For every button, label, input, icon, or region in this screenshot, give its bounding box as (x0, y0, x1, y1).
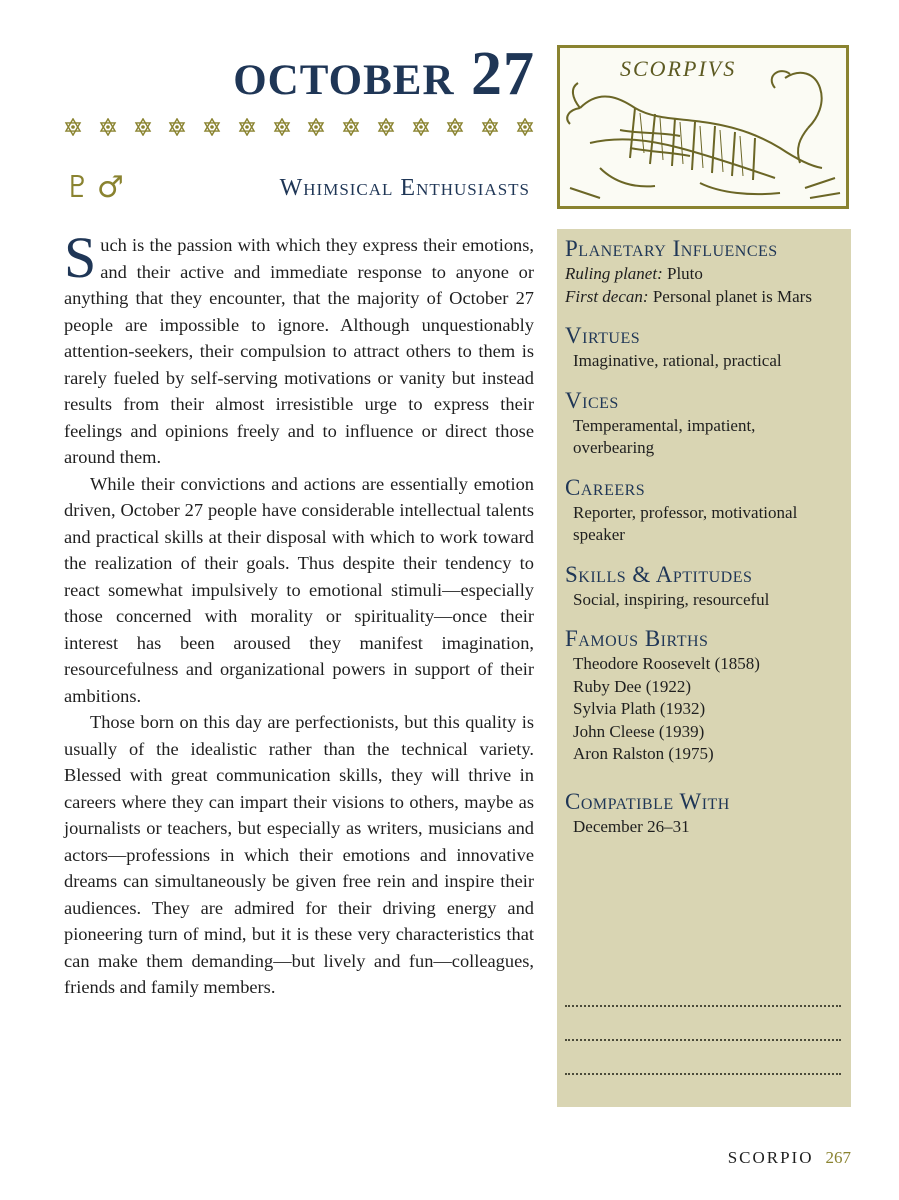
star-icon (238, 118, 256, 136)
birth-item: Theodore Roosevelt (1858) (573, 654, 760, 673)
section-name: SCORPIO (727, 1148, 814, 1167)
star-icon (446, 118, 464, 136)
image-caption: SCORPIVS (620, 56, 737, 81)
birth-item: Ruby Dee (1922) (573, 676, 692, 696)
section-heading: Virtues (565, 323, 641, 348)
star-icon (168, 118, 186, 136)
note-line (565, 1005, 841, 1007)
subtitle: Whimsical Enthusiasts (279, 175, 530, 201)
star-icon (481, 118, 499, 136)
first-decan (565, 286, 843, 309)
careers-section (565, 474, 843, 547)
ruling-planet-value: Pluto (666, 264, 703, 283)
section-heading: Compatible With (565, 788, 730, 814)
birth-item: John Cleese (1939) (573, 721, 705, 741)
star-icon (307, 118, 325, 136)
body-text (64, 225, 534, 1001)
star-icon (64, 118, 82, 136)
paragraph (64, 225, 534, 471)
ruling-planet-label: Ruling planet: (565, 264, 663, 283)
section-heading: Planetary Influences (565, 236, 778, 261)
paragraph: While their convictions and actions are essentially emotion driven, October 27 people have considerable intellectual talents and practical skills at their disposal with which to work toward the realization of their goals. Thus despite their tendency to react somewhat impulsively to emotional stimuli—especially those concerned with morality or spirituality—once their interest has been aroused they manifest imagination, resourcefulness and organizational powers in support of their ambitions. (64, 473, 534, 706)
star-icon (516, 118, 534, 136)
vices-section (565, 387, 843, 460)
star-icon (412, 118, 430, 136)
compatible-section (565, 788, 843, 839)
drop-cap: S (64, 225, 97, 290)
star-icon (203, 118, 221, 136)
careers-text: Reporter, professor, motivational (573, 502, 798, 522)
star-icon (273, 118, 291, 136)
star-divider (64, 118, 534, 144)
skills-section (565, 561, 843, 612)
note-line (565, 1039, 841, 1041)
scorpion-illustration (557, 45, 849, 209)
star-icon (342, 118, 360, 136)
birth-item: Sylvia Plath (1932) (573, 699, 706, 718)
skills-text: Social, inspiring, resourceful (573, 589, 770, 609)
birth-item: Aron Ralston (1975) (573, 744, 714, 763)
sidebar (557, 229, 851, 1107)
section-heading: Careers (565, 474, 646, 500)
star-icon (99, 118, 117, 136)
virtues-section (565, 322, 843, 373)
compatible-text: December 26–31 (573, 816, 690, 836)
vices-text: Temperamental, impatient, (573, 415, 756, 435)
planet-symbols: ♇♂ (64, 170, 130, 205)
star-icon (377, 118, 395, 136)
section-heading: Skills & Aptitudes (565, 561, 753, 587)
ruling-planet (565, 263, 843, 286)
paragraph: Those born on this day are perfectionists, but this quality is usually of the idealistic rather than the technical variety. Blessed with great communication skills, they will thrive in careers where they can impart their visions to others, maybe as journalists or teachers, but especially as writers, musicians and actors—professions in which their emotions and innovative dreams can simultaneously be given free rein and inspire their audiences. They are admired for their driving energy and pioneering turn of mind, but it is these very characteristics that can make them demanding—but lively and fun—colleagues, friends and family members. (64, 712, 534, 997)
section-heading: Vices (565, 387, 619, 413)
first-decan-label: First decan: (565, 286, 649, 306)
paragraph-text: uch is the passion with which they express their emotions, and their active and immediate response to anyone or anything that they encounter, that the majority of October 27 people are impossible to ignore. Although unquestionably attention-seekers, their compulsion to attract others to them is rarely fueled by self-serving motivations or vanity but instead results from their almost irresistible urge to express their feelings and opinions freely and to influence or direct those around them. (64, 235, 534, 467)
note-line (565, 1073, 841, 1075)
page-title: october 27 (233, 40, 535, 108)
page-footer (690, 1146, 851, 1170)
first-decan-value: Personal planet is Mars (652, 286, 812, 306)
famous-births-section (565, 625, 843, 766)
star-icon (134, 118, 152, 136)
page-number: 267 (825, 1148, 851, 1167)
section-heading: Famous Births (565, 626, 709, 651)
planetary-influences-section (565, 235, 843, 308)
virtues-text: Imaginative, rational, practical (573, 351, 782, 370)
vices-text: overbearing (573, 438, 655, 457)
careers-text: speaker (573, 525, 625, 544)
